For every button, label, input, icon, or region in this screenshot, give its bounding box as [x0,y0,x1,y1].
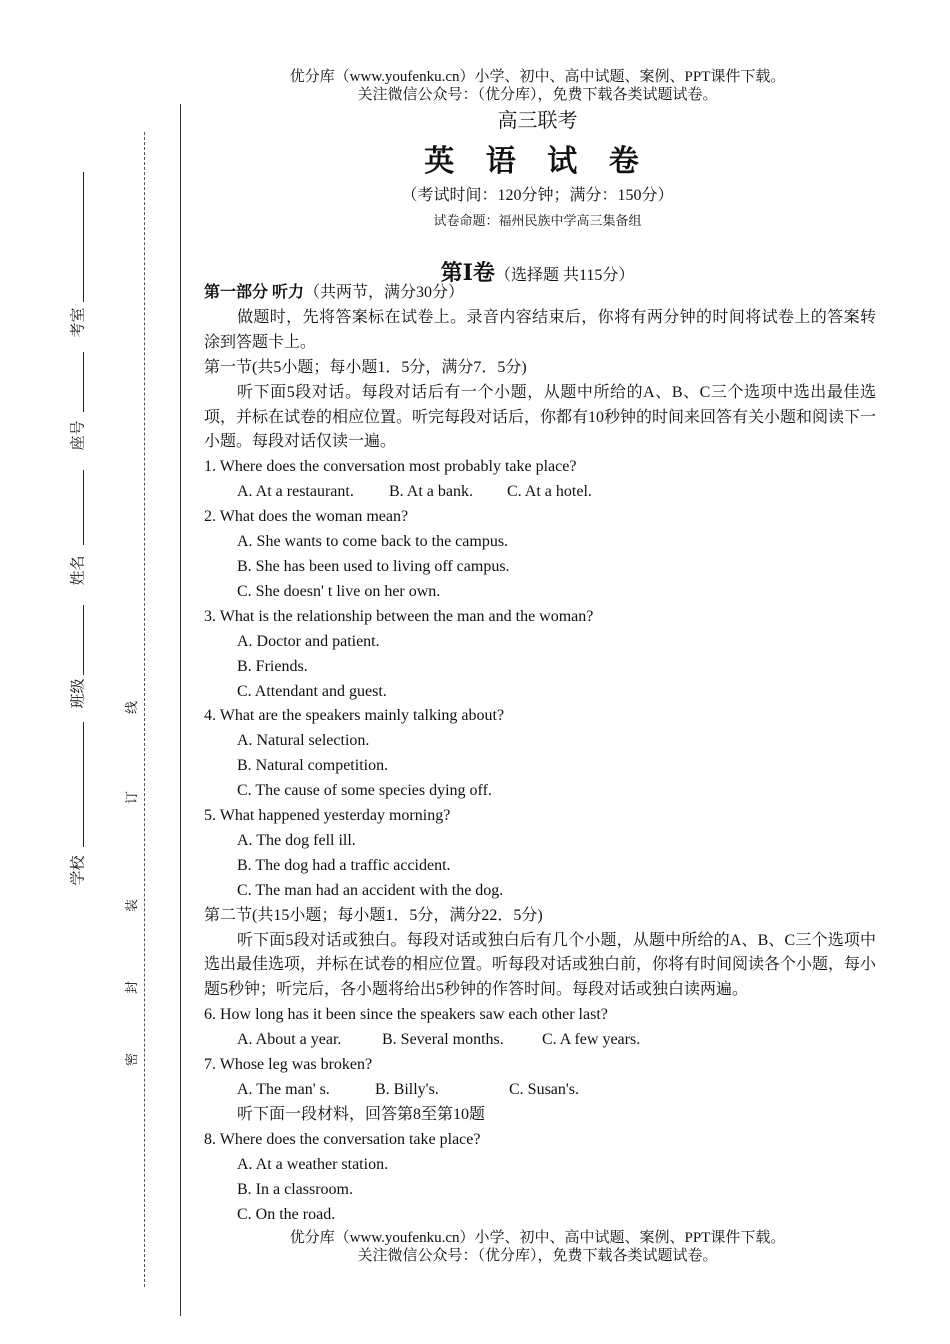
binding-char-feng: 封 [124,980,140,995]
question-8: 8. Where does the conversation take place? [204,1130,481,1148]
option-c: C. She doesn' t live on her own. [237,582,441,600]
section2-note-8-10: 听下面一段材料，回答第8至第10题 [237,1105,486,1123]
option-b: B. Several months. [382,1031,504,1049]
part1-intro: 做题时，先将答案标在试卷上。录音内容结束后，你将有两分钟的时间将试卷上的答案转涂到答题卡上。 [204,308,876,351]
option-a: A. The dog fell ill. [237,831,356,849]
option-a: A. Natural selection. [237,732,370,750]
section1-intro: 听下面5段对话。每段对话后有一个小题，从题中所给的A、B、C三个选项中选出最佳选项，并标在试卷的相应位置。听完每段对话后，你都有10秒钟的时间来回答有关小题和阅读下一小题。每段对话仅读一遍。 [204,383,877,451]
part1-heading [204,281,876,306]
option-a: A. At a weather station. [237,1155,389,1173]
header-line-2: 关注微信公众号：（优分库），免费下载各类试题试卷。 [357,87,718,103]
part1-heading-note: （共两节，满分30分） [304,284,465,301]
option-c: C. On the road. [237,1205,336,1223]
question-7: 7. Whose leg was broken? [204,1056,373,1074]
footer-line-2: 关注微信公众号：（优分库），免费下载各类试题试卷。 [357,1248,718,1264]
option-b: B. Natural competition. [237,757,389,775]
footer-line-1: 优分库（www.youfenku.cn）小学、初中、高中试题、案例、PPT课件下载。 [289,1230,786,1246]
exam-content [204,281,876,1227]
section2-heading: 第二节(共15小题；每小题1．5分，满分22．5分) [204,906,543,924]
field-label-seat: 座号 [70,420,87,451]
option-b: B. She has been used to living off campus. [237,557,510,575]
binding-char-mi: 密 [124,1052,140,1067]
field-label-school: 学校 [70,855,87,886]
question-1: 1. Where does the conversation most probably take place? [204,458,577,476]
exam-title: 英 语 试 卷 [424,145,651,178]
option-b: B. Billy's. [375,1081,439,1098]
binding-char-line: 线 [124,700,140,715]
volume-main: 第Ⅰ卷 [440,260,495,285]
exam-info: （考试时间：120分钟；满分：150分） [401,187,674,204]
option-c: C. Attendant and guest. [237,682,387,700]
option-a: A. Doctor and patient. [237,632,380,650]
exam-subtitle: 高三联考 [497,110,578,132]
question-2: 2. What does the woman mean? [204,508,409,526]
field-label-class: 班级 [70,678,87,709]
option-a: A. About a year. [237,1031,342,1049]
volume-note: （选择题 共115分） [494,267,635,284]
field-line-class [83,605,84,675]
field-line-school [83,722,84,847]
header-line-1: 优分库（www.youfenku.cn）小学、初中、高中试题、案例、PPT课件下载。 [289,69,786,85]
option-a: A. The man' s. [237,1081,330,1098]
question-3: 3. What is the relationship between the man and the woman? [204,607,594,625]
binding-char-ding: 订 [124,790,140,805]
exam-author: 试卷命题：福州民族中学高三集备组 [433,214,642,229]
binding-char-zhuang: 装 [124,898,140,913]
field-line-name [83,470,84,545]
question-6-options [204,1028,876,1053]
question-4: 4. What are the speakers mainly talking about? [204,707,505,725]
option-c: C. The cause of some species dying off. [237,782,492,800]
option-b: B. At a bank. [389,483,473,501]
section2-intro: 听下面5段对话或独白。每段对话或独白后有几个小题，从题中所给的A、B、C三个选项中选出最佳选项，并标在试卷的相应位置。听每段对话或独白前，你将有时间阅读各个小题，每小题5秒钟；听完后，各小题将给出5秒钟的作答时间。每段对话或独白读两遍。 [204,931,877,999]
field-label-room: 考室 [70,307,87,338]
option-a: A. She wants to come back to the campus. [237,533,509,551]
section1-heading: 第一节(共5小题；每小题1．5分，满分7．5分) [204,358,527,376]
field-label-name: 姓名 [70,555,87,586]
option-b: B. In a classroom. [237,1180,353,1198]
option-c: C. Susan's. [509,1081,580,1098]
field-line-seat [83,352,84,412]
binding-dashed-line [144,132,145,1287]
question-1-options [204,480,876,505]
option-b: B. The dog had a traffic accident. [237,856,451,874]
option-c: C. The man had an accident with the dog. [237,881,504,899]
part1-heading-bold: 第一部分 听力 [204,284,305,301]
option-c: C. At a hotel. [507,483,592,501]
option-a: A. At a restaurant. [237,483,354,501]
binding-solid-line [180,104,181,1316]
option-b: B. Friends. [237,657,308,675]
question-5: 5. What happened yesterday morning? [204,807,451,825]
question-7-options [204,1078,876,1103]
field-line-room [83,172,84,302]
question-6: 6. How long has it been since the speakers saw each other last? [204,1006,608,1024]
option-c: C. A few years. [542,1031,641,1049]
